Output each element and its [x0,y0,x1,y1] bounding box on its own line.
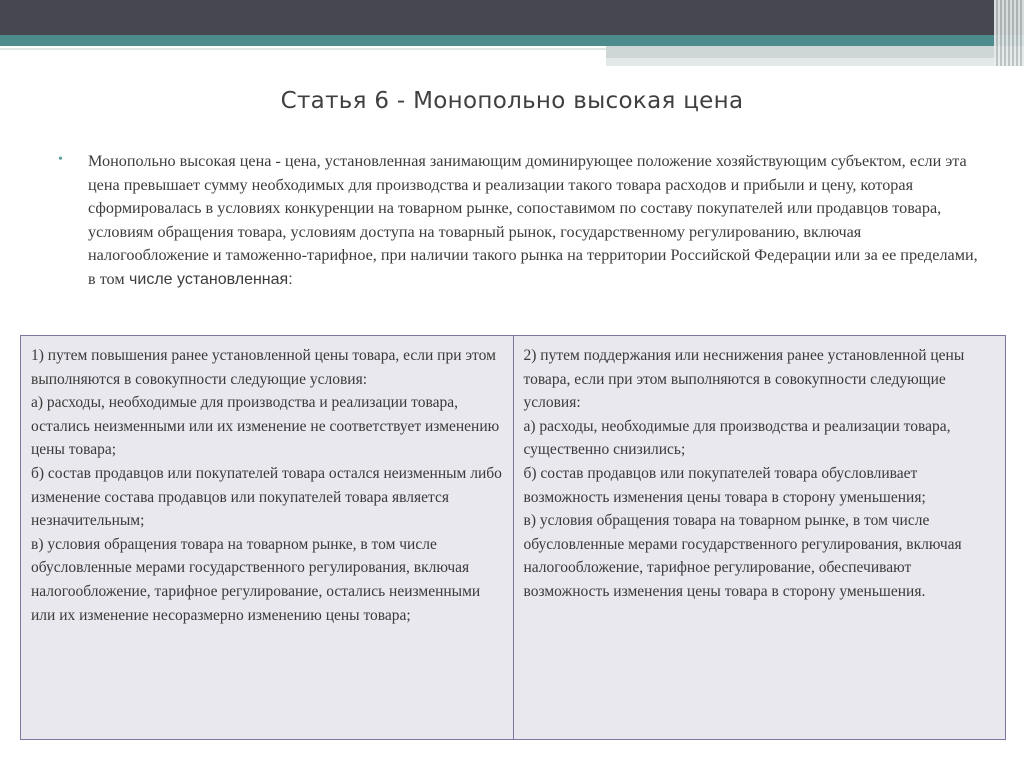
definition-tail: числе установленная: [124,270,293,288]
header-gray-bar [606,46,1024,58]
header-thin-line [0,48,606,50]
table-cell-right [513,336,1006,739]
definition-bullet [58,150,978,291]
header-gray-bar-lower [606,58,1024,66]
left-item-c: в) условия обращения товара на товарном рынке, в том числе обусловленные мерами государственного регулирования, включая налогообложение, тарифное регулирование, остались неизменными или их изменение несоразмерно изменению цены товара; [31,535,481,624]
right-intro: 2) путем поддержания или неснижения ранее установленной цены товара, если при этом выполняются в совокупности следующие условия: [523,347,965,412]
definition-main: Монопольно высокая цена - цена, установленная занимающим доминирующее положение хозяйствующим субъектом, если эта цена превышает сумму необходимых для производства и реализации такого товара расходов и прибыли и цену, которая сформировалась в условиях конкуренции на товарном рынке, сопоставимом по составу покупателей или продавцов товара, условиям обращения товара, условиям доступа на товарный рынок, государственному регулированию, включая налогообложение и таможенно-тарифное, при наличии такого рынка на территории Российской Федерации или за ее пределами, в том [88,152,978,288]
bullet-dot-icon: • [58,152,63,167]
left-item-b: б) состав продавцов или покупателей товара остался неизменным либо изменение состава продавцов или покупателей товара является незначительным; [31,464,502,530]
header-accent-stripe [0,35,1024,46]
right-item-a: а) расходы, необходимые для производства и реализации товара, существенно снизились; [523,417,951,459]
table-cell-left [21,336,513,739]
conditions-table [20,335,1006,740]
left-item-a: а) расходы, необходимые для производства и реализации товара, остались неизменными или их изменение не соответствует изменению цены товара; [31,394,500,459]
slide-title: Статья 6 - Монопольно высокая цена [280,88,744,114]
left-intro: 1) путем повышения ранее установленной цены товара, если при этом выполняются в совокупности следующие условия: [31,347,496,388]
right-item-c: в) условия обращения товара на товарном рынке, в том числе обусловленные мерами государственного регулирования, включая налогообложение, тарифное регулирование, обеспечивают возможность изменения цены товара в сторону уменьшения. [523,512,962,600]
right-item-b: б) состав продавцов или покупателей товара обусловливает возможность изменения цены товара в сторону уменьшения; [523,464,926,506]
definition-text [88,150,978,291]
header-stripes-decoration [994,0,1024,66]
header-band [0,0,1024,35]
